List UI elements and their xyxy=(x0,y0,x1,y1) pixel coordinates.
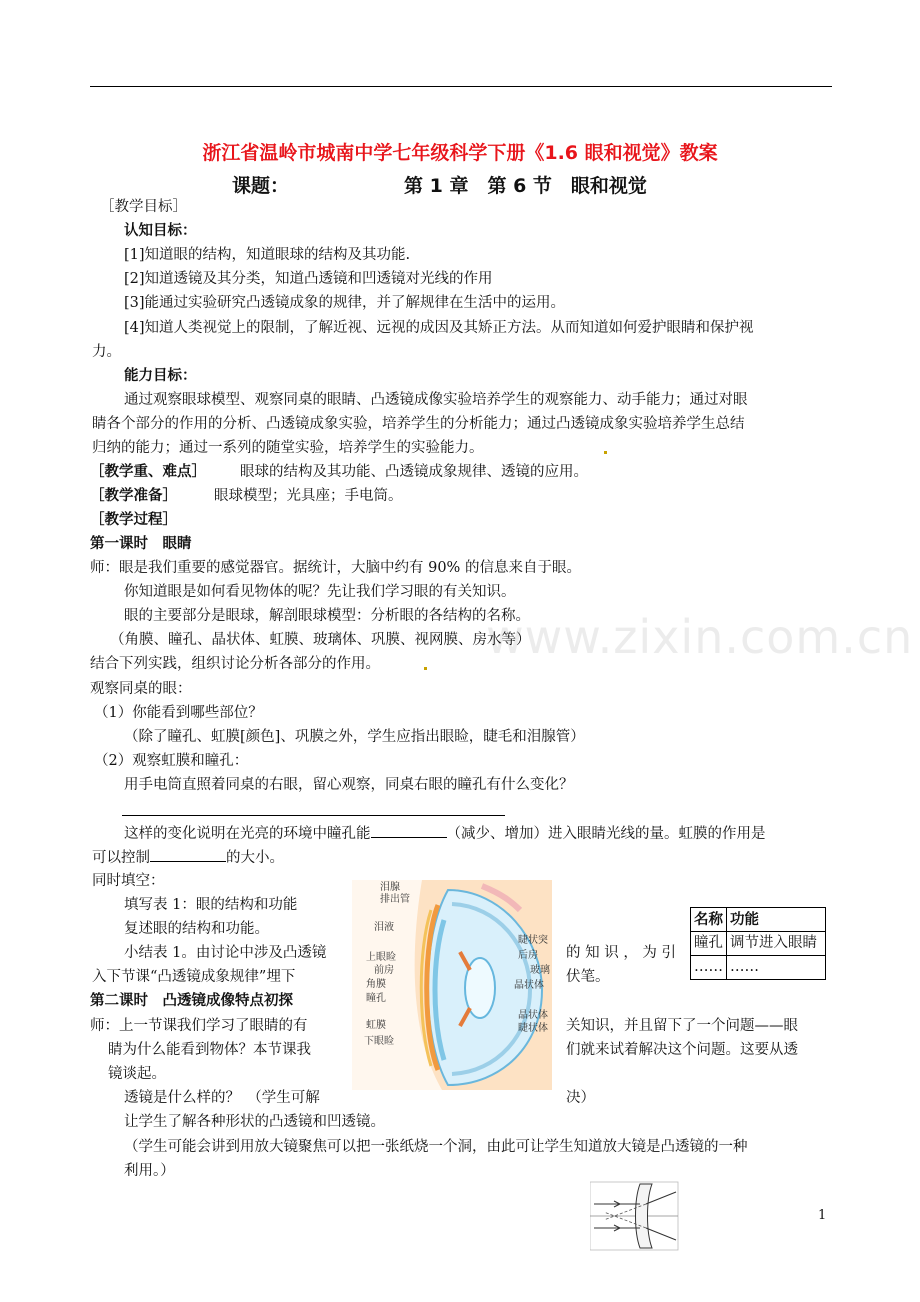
lesson-two-heading: 第二课时 凸透镜成像特点初探 xyxy=(90,992,293,1009)
eye-label: 后房 xyxy=(518,950,538,961)
answer-blank-line[interactable] xyxy=(122,815,505,816)
process-heading: ［教学过程］ xyxy=(90,511,177,528)
paragraph-line: 用手电筒直照着同桌的右眼，留心观察，同桌右眼的瞳孔有什么变化？ xyxy=(124,777,574,793)
paragraph-line: （角膜、瞳孔、晶状体、虹膜、玻璃体、巩膜、视网膜、房水等） xyxy=(110,632,531,648)
preparation-text: 眼球模型；光具座；手电筒。 xyxy=(214,488,403,504)
paragraph-line: 关知识，并且留下了一个问题——眼 xyxy=(566,1018,798,1034)
paragraph-line: 透镜是什么样的？ （学生可解 xyxy=(124,1090,320,1106)
key-points-heading: ［教学重、难点］ xyxy=(90,463,206,480)
topic-label: 课题： xyxy=(232,175,290,197)
eye-label: 上眼睑 xyxy=(366,952,396,963)
paragraph-line: 通过观察眼球模型、观察同桌的眼睛、凸透镜成像实验培养学生的观察能力、动手能力；通过对眼 xyxy=(124,392,748,408)
paragraph-line: 伏笔。 xyxy=(566,969,610,985)
table-header: 名称 xyxy=(691,908,727,932)
eye-label: 泪腺 xyxy=(380,882,400,893)
table-cell: …… xyxy=(727,956,826,980)
paragraph-line: 师：上一节课我们学习了眼睛的有 xyxy=(90,1018,308,1034)
paragraph-line: 睛各个部分的作用的分析、凸透镜成象实验，培养学生的分析能力；通过凸透镜成象实验培养学生总结 xyxy=(92,416,745,432)
table-cell: 瞳孔 xyxy=(691,932,727,956)
eye-label: 排出管 xyxy=(380,894,410,905)
eye-label: 晶状体 xyxy=(514,980,544,991)
stray-dot xyxy=(604,451,607,454)
eye-label: 玻璃 xyxy=(530,965,550,976)
paragraph-line: 观察同桌的眼： xyxy=(90,681,192,697)
goal-line: [2]知道透镜及其分类，知道凸透镜和凹透镜对光线的作用 xyxy=(124,271,493,287)
page-number: 1 xyxy=(818,1208,827,1223)
paragraph-line: 可以控制 的大小。 xyxy=(92,847,284,868)
paragraph-line: 归纳的能力；通过一系列的随堂实验，培养学生的实验能力。 xyxy=(92,440,484,456)
paragraph-line: 们就来试着解决这个问题。这要从透 xyxy=(566,1042,798,1058)
paragraph-line: （学生可能会讲到用放大镜聚焦可以把一张纸烧一个洞，由此可让学生知道放大镜是凸透镜的一种 xyxy=(124,1139,748,1155)
cognitive-goals-heading: 认知目标： xyxy=(124,222,197,239)
watermark: www.zixin.com.cn xyxy=(486,610,914,664)
paragraph-line: 利用。） xyxy=(124,1163,175,1179)
header-rule xyxy=(90,86,832,87)
structure-function-table xyxy=(690,907,826,980)
paragraph-line: 这样的变化说明在光亮的环境中瞳孔能 （减少、增加）进入眼睛光线的量。虹膜的作用是 xyxy=(124,823,766,844)
goals-heading: ［教学目标］ xyxy=(100,199,187,215)
goal-line: [4]知道人类视觉上的限制，了解近视、远视的成因及其矫正方法。从而知道如何爱护眼睛和保护视 xyxy=(124,320,754,336)
paragraph-line: 让学生了解各种形状的凸透镜和凹透镜。 xyxy=(124,1114,385,1130)
eye-label: 虹膜 xyxy=(366,1020,386,1031)
eye-label: 角膜 xyxy=(366,979,386,990)
paragraph-line: 眼的主要部分是眼球，解剖眼球模型：分析眼的各结构的名称。 xyxy=(124,608,530,624)
paragraph-line: 入下节课“凸透镜成象规律”埋下 xyxy=(92,969,296,985)
paragraph-line: 小结表 1。由讨论中涉及凸透镜 xyxy=(124,945,327,961)
paragraph-line: （2）观察虹膜和瞳孔： xyxy=(94,753,249,769)
goal-line: [1]知道眼的结构，知道眼球的结构及其功能. xyxy=(124,247,411,263)
topic-value: 第 1 章 第 6 节 眼和视觉 xyxy=(404,175,647,197)
paragraph-line: 结合下列实践，组织讨论分析各部分的作用。 xyxy=(90,656,380,672)
paragraph-line: 睛为什么能看到物体？本节课我 xyxy=(108,1042,311,1058)
paragraph-line: 镜谈起。 xyxy=(108,1066,166,1082)
paragraph-line: 同时填空： xyxy=(92,873,165,889)
fill-blank[interactable] xyxy=(150,847,226,862)
eye-label: 前房 xyxy=(374,965,394,976)
paragraph-line: 决） xyxy=(566,1090,595,1106)
fill-blank[interactable] xyxy=(371,823,447,838)
eye-label: 泪液 xyxy=(374,922,394,933)
preparation-heading: ［教学准备］ xyxy=(90,487,177,504)
stray-dot xyxy=(424,667,427,670)
table-cell: …… xyxy=(691,956,727,980)
eye-label: 睫状突 xyxy=(518,935,548,946)
eye-label: 晶状体 xyxy=(518,1010,548,1021)
document-title: 浙江省温岭市城南中学七年级科学下册《1.6 眼和视觉》教案 xyxy=(202,142,718,164)
paragraph-line: （1）你能看到哪些部位？ xyxy=(94,705,263,721)
concave-lens-diagram xyxy=(590,1180,680,1252)
paragraph-line: 复述眼的结构和功能。 xyxy=(124,921,269,937)
lesson-one-heading: 第一课时 眼睛 xyxy=(90,535,192,552)
paragraph-line: （除了瞳孔、虹膜[颜色]、巩膜之外，学生应指出眼睑，睫毛和泪腺管） xyxy=(124,729,585,745)
eye-label: 睫状体 xyxy=(518,1023,548,1034)
table-header: 功能 xyxy=(727,908,826,932)
key-points-text: 眼球的结构及其功能、凸透镜成象规律、透镜的应用。 xyxy=(240,464,588,480)
paragraph-line: 填写表 1：眼的结构和功能 xyxy=(124,897,298,913)
table-cell: 调节进入眼睛 xyxy=(727,932,826,956)
paragraph-line: 的 知 识 ， 为 引 xyxy=(566,945,677,961)
paragraph-line: 你知道眼是如何看见物体的呢？先让我们学习眼的有关知识。 xyxy=(124,584,516,600)
eye-label: 下眼睑 xyxy=(364,1036,394,1047)
eye-diagram xyxy=(352,880,552,1090)
eye-label: 瞳孔 xyxy=(366,993,386,1004)
goal-line: [3]能通过实验研究凸透镜成象的规律，并了解规律在生活中的运用。 xyxy=(124,295,566,311)
paragraph-line: 师：眼是我们重要的感觉器官。据统计，大脑中约有 90% 的信息来自于眼。 xyxy=(90,560,581,576)
goal-line: 力。 xyxy=(92,344,121,360)
ability-goals-heading: 能力目标： xyxy=(124,367,197,384)
